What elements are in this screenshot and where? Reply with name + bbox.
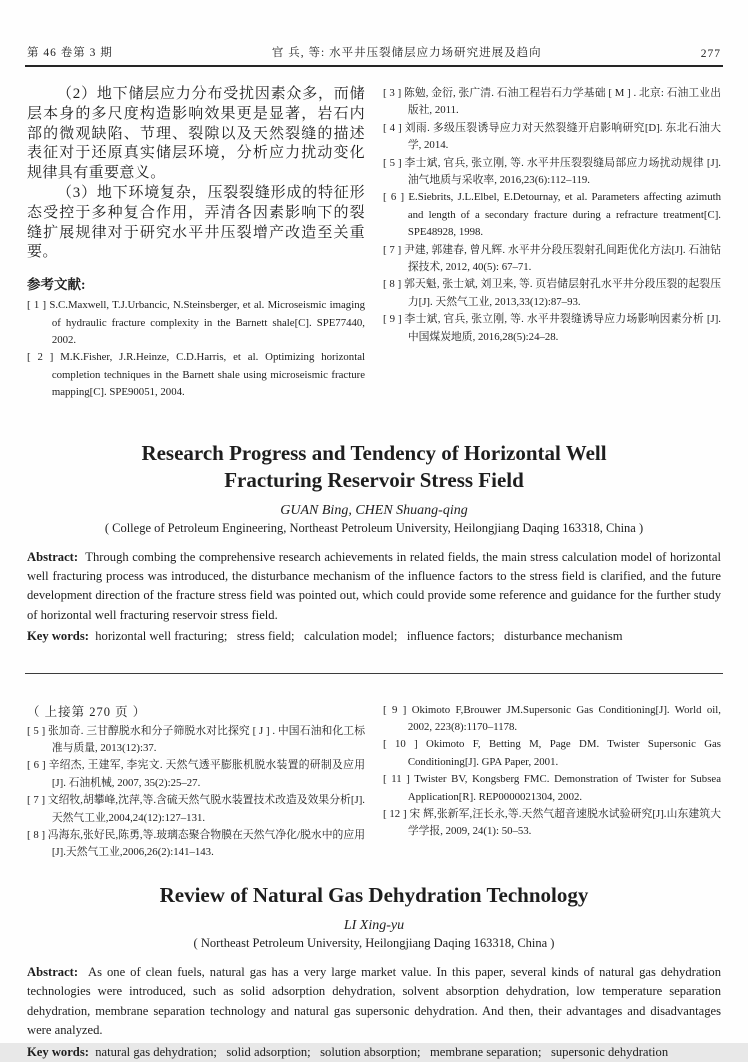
article1-keywords-text: horizontal well fracturing; stress field; calculation model; influence factors; disturbance mechanism: [95, 629, 623, 644]
article2-abstract: [27, 963, 721, 1041]
article2-reference-8: [ 8 ] 冯海东,张好民,陈勇,等.玻璃态聚合物膜在天然气净化/脱水中的应用[J].天然气工业,2006,26(2):141–143.: [27, 829, 365, 859]
article1-reference-7: [ 7 ] 尹建, 郭建春, 曾凡辉. 水平井分段压裂射孔间距优化方法[J]. 石油钻探技术, 2012, 40(5): 67–71.: [383, 243, 721, 274]
article2-references-section: [0, 684, 748, 862]
article1-title-block: [0, 440, 748, 536]
article1-abstract-block: [0, 536, 748, 647]
abstract-label: Abstract:: [27, 549, 79, 564]
article2-abstract-block: [0, 951, 748, 1062]
article2-affiliation: ( Northeast Petroleum University, Heilongjiang Daqing 163318, China ): [193, 935, 555, 950]
article1-reference-4: [ 4 ] 刘雨. 多级压裂诱导应力对天然裂缝开启影响研究[D]. 东北石油大学, 2014.: [383, 121, 721, 152]
article1-title-line1: Research Progress and Tendency of Horizontal Well: [141, 440, 607, 465]
article2-left-column: [27, 702, 365, 862]
article1-references-section: [0, 67, 748, 402]
header-issue: 第 46 卷第 3 期: [27, 47, 113, 59]
article2-title: Review of Natural Gas Dehydration Technology: [159, 882, 589, 907]
article1-authors: GUAN Bing, CHEN Shuang-qing: [280, 502, 468, 518]
article1-affiliation: ( College of Petroleum Engineering, Northeast Petroleum University, Heilongjiang Daqing 163318, China ): [104, 520, 644, 535]
continued-from-note: （ 上接第 270 页 ）: [27, 704, 147, 719]
article2-reference-10: [ 10 ] Okimoto F, Betting M, Page DM. Twister Supersonic Gas Conditioning[J]. GPA Paper, 2001.: [383, 738, 721, 768]
article1-reference-8: [ 8 ] 郭天魁, 张士斌, 刘卫来, 等. 页岩储层射孔水平井分段压裂的起裂压力[J]. 天然气工业, 2013,33(12):87–93.: [383, 278, 721, 308]
article1-reference-5: [ 5 ] 李士斌, 官兵, 张立刚, 等. 水平井压裂裂缝局部应力场扰动规律 [J]. 油气地质与采收率, 2016,23(6):112–119.: [383, 156, 721, 187]
article1-keywords: [27, 627, 721, 646]
article1-reference-2: [ 2 ] M.K.Fisher, J.R.Heinze, C.D.Harris, et al. Optimizing horizontal completion techniques in the Barnett shale using microseismic fracture mapping[C]. SPE90051, 2004.: [27, 351, 365, 399]
article2-reference-5: [ 5 ] 张加奇. 三甘醇脱水和分子筛脱水对比探究 [ J ] . 中国石油和化工标准与质量, 2013(12):37.: [27, 724, 365, 755]
article1-reference-3: [ 3 ] 陈勉, 金衍, 张广清. 石油工程岩石力学基础 [ M ] . 北京: 石油工业出版社, 2011.: [383, 87, 721, 117]
article2-keywords-text: natural gas dehydration; solid adsorption; solution absorption; membrane separation; supersonic dehydration: [95, 1044, 669, 1059]
header-running-title: 官 兵, 等: 水平井压裂储层应力场研究进展及趋向: [271, 47, 542, 59]
page-header: [0, 0, 748, 65]
article2-keywords: [27, 1043, 721, 1062]
article2-abstract-text: As one of clean fuels, natural gas has a very large market value. In this paper, several kinds of natural gas dehydration technologies were introduced, such as solid adsorption dehydration, solvent absorption dehydration, low temperature separation dehydration, membrane separation technology and natural gas supersonic dehydration. And then, their advantages and disadvantages were analyzed.: [27, 964, 721, 1038]
article1-title: [0, 440, 748, 494]
article2-reference-11: [ 11 ] Twister BV, Kongsberg FMC. Demonstration of Twister for Subsea Application[R]. REP0000021304, 2002.: [383, 773, 721, 803]
article1-abstract: [27, 548, 721, 626]
article1-paragraph-2: （2）地下储层应力分布受扰因素众多，而储层本身的多尺度构造影响效果更是显著，岩石内部的微观缺陷、节理、裂隙以及天然裂缝的描述表征对于还原真实储层环境，分析应力扰动变化规律具有重要意义。: [27, 86, 365, 182]
abstract-label: Abstract:: [27, 964, 79, 979]
article2-author: LI Xing-yu: [343, 917, 405, 933]
references-heading: 参考文献:: [27, 277, 86, 293]
keywords-label: Key words:: [27, 629, 89, 644]
article2-reference-9: [ 9 ] Okimoto F,Brouwer JM.Supersonic Gas Conditioning[J]. World oil, 2002, 223(8):1170–1178.: [383, 703, 721, 734]
article1-reference-1: [ 1 ] S.C.Maxwell, T.J.Urbancic, N.Steinsberger, et al. Microseismic imaging of hydraulic fracture complexity in the Barnett shale[C]. SPE77440, 2002.: [27, 299, 365, 346]
header-page-number: 277: [700, 48, 721, 60]
article1-right-column: [383, 85, 721, 402]
article1-title-line2: Fracturing Reservoir Stress Field: [224, 467, 524, 492]
keywords-label: Key words:: [27, 1044, 89, 1059]
article2-reference-6: [ 6 ] 辛绍杰, 王建军, 李宪文. 天然气透平膨胀机脱水装置的研制及应用[J]. 石油机械, 2007, 35(2):25–27.: [27, 759, 365, 789]
article1-reference-6: [ 6 ] E.Siebrits, J.L.Elbel, E.Detournay, et al. Parameters affecting azimuth and length of a secondary fracture during a refracture treatment[C]. SPE48928, 1998.: [383, 191, 721, 239]
article1-abstract-text: Through combing the comprehensive research achievements in related fields, the main stress calculation model of horizontal well fracturing process was introduced, the disturbance mechanism of the influence factors to the stress field is clarified, and the future development direction of the fracture stress field was pointed out, which could provide some reference and guidance for the further study of horizontal well fracturing reservoir stress field.: [27, 549, 722, 622]
article1-reference-9: [ 9 ] 李士斌, 官兵, 张立刚, 等. 水平井裂缝诱导应力场影响因素分析 [J]. 中国煤炭地质, 2016,28(5):24–28.: [383, 313, 721, 343]
article1-left-column: [27, 85, 365, 402]
article2-title-block: [0, 882, 748, 951]
article-divider-rule: [25, 673, 723, 674]
article2-right-column: [383, 702, 721, 862]
article2-reference-7: [ 7 ] 文绍牧,胡攀峰,沈萍,等.含硫天然气脱水装置技术改造及效果分析[J]. 天然气工业,2004,24(12):127–131.: [27, 794, 365, 824]
article1-paragraph-3: （3）地下环境复杂，压裂裂缝形成的特征形态受控于多种复合作用，弄清各因素影响下的裂缝扩展规律对于研究水平井压裂增产改造至关重要。: [27, 184, 365, 261]
article2-reference-12: [ 12 ] 宋 辉,张新军,汪长永,等.天然气超音速脱水试验研究[J].山东建筑大学学报, 2009, 24(1): 50–53.: [383, 808, 721, 838]
